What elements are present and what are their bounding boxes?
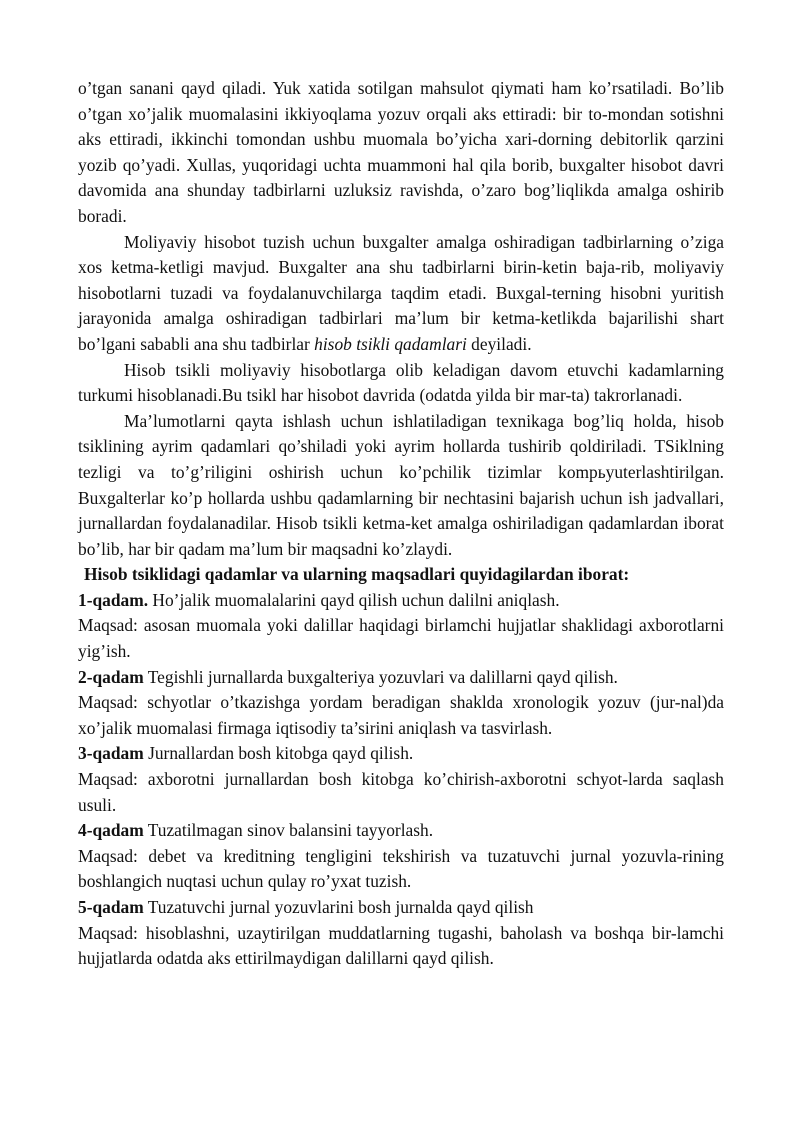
step-3: [78, 741, 724, 767]
step-1: [78, 588, 724, 614]
paragraph-1: o’tgan sanani qayd qiladi. Yuk xatida sotilgan mahsulot qiymati ham ko’rsatiladi. Bo’lib o’tgan xo’jalik muomalasini ikkiyoqlama yozuv orqali aks ettiradi: bir to-mondan sotishni aks ettiradi, ikkinchi tomondan ushbu muomala bo’yicha xari-dorning debitorlik qarzini yozib qo’yadi. Xullas, yuqoridagi uchta muammoni hal qila borib, buxgalter hisobot davri davomida ana shunday tadbirlarni uzluksiz ravishda, o’zaro bog’liqlikda amalga oshirib boradi.: [78, 78, 724, 226]
step-2-title: 2-qadam: [78, 666, 144, 687]
step-5-text: Tuzatuvchi jurnal yozuvlarini bosh jurnalda qayd qilish: [143, 897, 534, 917]
step-4-title: 4-qadam: [78, 820, 144, 841]
step-4: [78, 818, 724, 844]
step-1-text: Ho’jalik muomalalarini qayd qilish uchun dalilni aniqlash.: [148, 589, 560, 610]
step-5: [78, 895, 724, 921]
step-1-title: 1-qadam.: [78, 589, 149, 610]
paragraph-2-term: hisob tsikli qadamlari: [314, 333, 467, 354]
step-3-goal: Maqsad: axborotni jurnallardan bosh kitobga ko’chirish-axborotni schyot-larda saqlash usuli.: [78, 769, 724, 815]
step-2-text: Tegishli jurnallarda buxgalteriya yozuvlari va dalillarni qayd qilish.: [143, 666, 618, 687]
step-5-goal: Maqsad: hisoblashni, uzaytirilgan muddatlarning tugashi, baholash va boshqa bir-lamchi hujjatlarda odatda aks ettirilmaydigan dalillarni qayd qilish.: [78, 922, 724, 969]
step-3-title: 3-qadam: [78, 743, 144, 764]
step-4-text: Tuzatilmagan sinov balansini tayyorlash.: [143, 820, 434, 841]
step-5-title: 5-qadam: [78, 897, 144, 917]
step-4-goal: Maqsad: debet va kreditning tengligini tekshirish va tuzatuvchi jurnal yozuvla-rining boshlangich nuqtasi uchun qulay ro’yxat tuzish.: [78, 845, 724, 892]
step-3-text: Jurnallardan bosh kitobga qayd qilish.: [143, 743, 414, 764]
paragraph-2: [78, 230, 724, 358]
paragraph-3: Hisob tsikli moliyaviy hisobotlarga olib keladigan davom etuvchi kadamlarning turkumi hisoblanadi.Bu tsikl har hisobot davrida (odatda yilda bir mar-ta) takrorlanadi.: [78, 359, 724, 406]
paragraph-2-text: Moliyaviy hisobot tuzish uchun buxgalter amalga oshiradigan tadbirlarning o’ziga xos ketma-ketligi mavjud. Buxgalter ana shu tadbirlarni birin-ketin baja-rib, moliyaviy hisobotlarni tuzadi va foydalanuvchilarga taqdim etadi. Buxgal-terning hisobni yuritish jarayonida amalga oshiradigan tadbirlari ma’lum bir ketma-ketlikda bajarilishi shart bo’lgani sababli ana shu tadbirlar: [78, 231, 724, 354]
step-2: [78, 665, 724, 691]
paragraph-4: Ma’lumotlarni qayta ishlash uchun ishlatiladigan texnikaga bog’liq holda, hisob tsiklining ayrim qadamlari qo’shiladi yoki ayrim hollarda tushirib qoldiriladi. TSiklning tezligi va to’g’riligini oshirish uchun ko’pchilik tizimlar kompьyuterlashtirilgan. Buxgalterlar ko’p hollarda ushbu qadamlarning bir nechtasini bajarish uchun ish jadvallari, jurnallardan foydalanadilar. Hisob tsikli ketma-ket amalga oshiriladigan qadamlardan iborat bo’lib, har bir qadam ma’lum bir maqsadni ko’zlaydi.: [78, 410, 724, 559]
paragraph-2-end: deyiladi.: [466, 333, 532, 354]
step-1-goal: Maqsad: asosan muomala yoki dalillar haqidagi birlamchi hujjatlar shaklidagi axborotlarni yig’ish.: [78, 615, 724, 662]
steps-heading: Hisob tsiklidagi qadamlar va ularning maqsadlari quyidagilardan iborat:: [84, 564, 630, 585]
step-2-goal: Maqsad: schyotlar o’tkazishga yordam beradigan shaklda xronologik yozuv (jur-nal)da xo’jalik muomalasi firmaga iqtisodiy ta’sirini aniqlash va tasvirlash.: [78, 692, 724, 738]
